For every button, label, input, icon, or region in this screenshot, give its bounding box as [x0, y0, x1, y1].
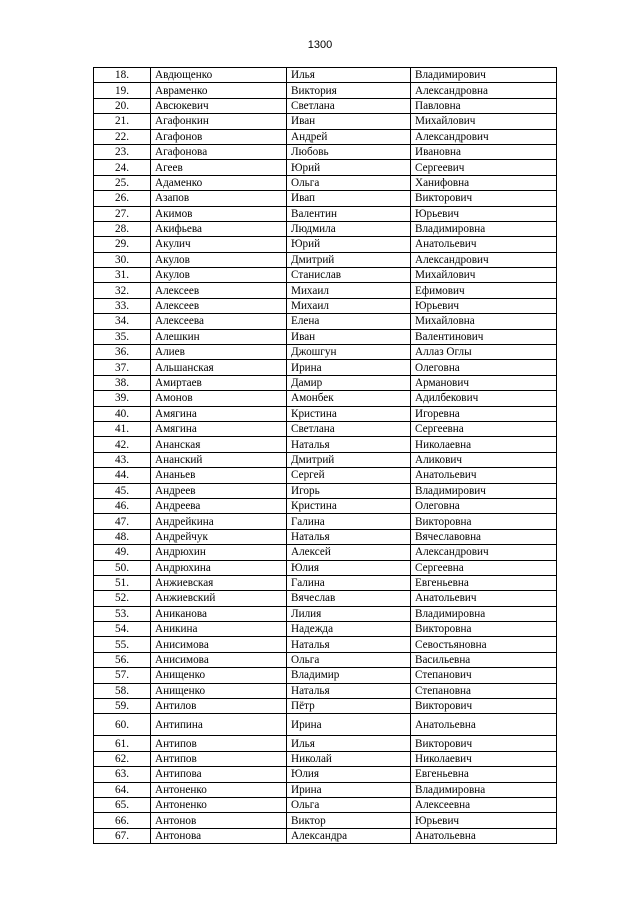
patronymic-cell: Викторович [411, 699, 557, 714]
table-row [94, 736, 557, 751]
row-number-cell: 53. [94, 606, 151, 621]
row-number-cell: 43. [94, 452, 151, 467]
row-number-cell: 45. [94, 483, 151, 498]
row-number-cell: 24. [94, 160, 151, 175]
table-row [94, 514, 557, 529]
roster-table [93, 67, 557, 844]
table-row [94, 406, 557, 421]
table-row [94, 782, 557, 797]
first-name-cell: Наталья [287, 437, 411, 452]
row-number-cell: 31. [94, 268, 151, 283]
page-number: 1300 [307, 39, 333, 51]
first-name-cell: Джошгун [287, 345, 411, 360]
surname-cell: Алешкин [151, 329, 287, 344]
surname-cell: Амонов [151, 391, 287, 406]
surname-cell: Андреев [151, 483, 287, 498]
row-number-cell: 63. [94, 767, 151, 782]
first-name-cell: Юрий [287, 160, 411, 175]
table-row [94, 767, 557, 782]
patronymic-cell: Ханифовна [411, 175, 557, 190]
patronymic-cell: Валентинович [411, 329, 557, 344]
table-row [94, 129, 557, 144]
first-name-cell: Иван [287, 329, 411, 344]
first-name-cell: Наталья [287, 637, 411, 652]
row-number-cell: 22. [94, 129, 151, 144]
row-number-cell: 51. [94, 575, 151, 590]
patronymic-cell: Юрьевич [411, 206, 557, 221]
table-row [94, 83, 557, 98]
first-name-cell: Елена [287, 314, 411, 329]
surname-cell: Агафонова [151, 144, 287, 159]
first-name-cell: Андрей [287, 129, 411, 144]
surname-cell: Антипов [151, 751, 287, 766]
patronymic-cell: Ефимович [411, 283, 557, 298]
surname-cell: Акулов [151, 252, 287, 267]
row-number-cell: 50. [94, 560, 151, 575]
first-name-cell: Пётр [287, 699, 411, 714]
table-row [94, 560, 557, 575]
row-number-cell: 40. [94, 406, 151, 421]
row-number-cell: 30. [94, 252, 151, 267]
first-name-cell: Наталья [287, 683, 411, 698]
patronymic-cell: Викторович [411, 191, 557, 206]
table-row [94, 391, 557, 406]
row-number-cell: 48. [94, 529, 151, 544]
patronymic-cell: Юрьевич [411, 813, 557, 828]
surname-cell: Адаменко [151, 175, 287, 190]
table-row [94, 452, 557, 467]
table-row [94, 68, 557, 83]
table-row [94, 144, 557, 159]
first-name-cell: Ольга [287, 652, 411, 667]
first-name-cell: Юлия [287, 767, 411, 782]
table-row [94, 160, 557, 175]
table-row [94, 206, 557, 221]
row-number-cell: 41. [94, 421, 151, 436]
first-name-cell: Галина [287, 514, 411, 529]
row-number-cell: 26. [94, 191, 151, 206]
table-row [94, 175, 557, 190]
patronymic-cell: Сергеевна [411, 560, 557, 575]
surname-cell: Алиев [151, 345, 287, 360]
patronymic-cell: Викторович [411, 736, 557, 751]
table-row [94, 606, 557, 621]
first-name-cell: Светлана [287, 98, 411, 113]
table-row [94, 314, 557, 329]
surname-cell: Ананский [151, 452, 287, 467]
first-name-cell: Ивап [287, 191, 411, 206]
table-row [94, 345, 557, 360]
patronymic-cell: Александровна [411, 83, 557, 98]
row-number-cell: 25. [94, 175, 151, 190]
table-row [94, 437, 557, 452]
surname-cell: Амиртаев [151, 375, 287, 390]
row-number-cell: 27. [94, 206, 151, 221]
surname-cell: Андреева [151, 498, 287, 513]
first-name-cell: Александра [287, 828, 411, 843]
patronymic-cell: Васильевна [411, 652, 557, 667]
row-number-cell: 62. [94, 751, 151, 766]
table-row [94, 191, 557, 206]
patronymic-cell: Степанович [411, 668, 557, 683]
patronymic-cell: Аллаз Оглы [411, 345, 557, 360]
patronymic-cell: Алексеевна [411, 797, 557, 812]
surname-cell: Ананьев [151, 468, 287, 483]
row-number-cell: 58. [94, 683, 151, 698]
surname-cell: Анищенко [151, 668, 287, 683]
first-name-cell: Дамир [287, 375, 411, 390]
patronymic-cell: Олеговна [411, 360, 557, 375]
table-row [94, 498, 557, 513]
table-row [94, 329, 557, 344]
row-number-cell: 19. [94, 83, 151, 98]
first-name-cell: Илья [287, 736, 411, 751]
table-row [94, 813, 557, 828]
row-number-cell: 46. [94, 498, 151, 513]
row-number-cell: 34. [94, 314, 151, 329]
first-name-cell: Наталья [287, 529, 411, 544]
table-row [94, 751, 557, 766]
table-row [94, 529, 557, 544]
roster-body [94, 68, 557, 844]
table-row [94, 268, 557, 283]
surname-cell: Андрюхин [151, 545, 287, 560]
row-number-cell: 52. [94, 591, 151, 606]
row-number-cell: 32. [94, 283, 151, 298]
table-row [94, 699, 557, 714]
row-number-cell: 37. [94, 360, 151, 375]
surname-cell: Алексеев [151, 283, 287, 298]
patronymic-cell: Николаевич [411, 751, 557, 766]
patronymic-cell: Александрович [411, 252, 557, 267]
first-name-cell: Надежда [287, 622, 411, 637]
surname-cell: Азапов [151, 191, 287, 206]
row-number-cell: 36. [94, 345, 151, 360]
patronymic-cell: Михайлович [411, 268, 557, 283]
surname-cell: Андрюхина [151, 560, 287, 575]
first-name-cell: Кристина [287, 498, 411, 513]
first-name-cell: Вячеслав [287, 591, 411, 606]
first-name-cell: Алексей [287, 545, 411, 560]
patronymic-cell: Владимировна [411, 221, 557, 236]
first-name-cell: Ольга [287, 797, 411, 812]
first-name-cell: Светлана [287, 421, 411, 436]
first-name-cell: Любовь [287, 144, 411, 159]
first-name-cell: Дмитрий [287, 252, 411, 267]
surname-cell: Анищенко [151, 683, 287, 698]
surname-cell: Алексеев [151, 298, 287, 313]
surname-cell: Антипина [151, 714, 287, 736]
first-name-cell: Валентин [287, 206, 411, 221]
table-row [94, 283, 557, 298]
surname-cell: Алексеева [151, 314, 287, 329]
table-row [94, 114, 557, 129]
row-number-cell: 21. [94, 114, 151, 129]
surname-cell: Альшанская [151, 360, 287, 375]
row-number-cell: 42. [94, 437, 151, 452]
row-number-cell: 33. [94, 298, 151, 313]
table-row [94, 668, 557, 683]
first-name-cell: Виктор [287, 813, 411, 828]
first-name-cell: Ирина [287, 714, 411, 736]
first-name-cell: Сергей [287, 468, 411, 483]
first-name-cell: Лилия [287, 606, 411, 621]
surname-cell: Авсюкевич [151, 98, 287, 113]
first-name-cell: Игорь [287, 483, 411, 498]
table-row [94, 652, 557, 667]
surname-cell: Агафонов [151, 129, 287, 144]
surname-cell: Амягина [151, 421, 287, 436]
patronymic-cell: Михайлович [411, 114, 557, 129]
surname-cell: Антоненко [151, 797, 287, 812]
patronymic-cell: Анатольевич [411, 237, 557, 252]
row-number-cell: 66. [94, 813, 151, 828]
patronymic-cell: Вячеславовна [411, 529, 557, 544]
table-row [94, 714, 557, 736]
row-number-cell: 35. [94, 329, 151, 344]
patronymic-cell: Николаевна [411, 437, 557, 452]
row-number-cell: 60. [94, 714, 151, 736]
patronymic-cell: Викторовна [411, 622, 557, 637]
row-number-cell: 23. [94, 144, 151, 159]
patronymic-cell: Анатольевич [411, 591, 557, 606]
row-number-cell: 64. [94, 782, 151, 797]
first-name-cell: Дмитрий [287, 452, 411, 467]
table-row [94, 622, 557, 637]
row-number-cell: 28. [94, 221, 151, 236]
surname-cell: Антилов [151, 699, 287, 714]
first-name-cell: Виктория [287, 83, 411, 98]
table-row [94, 828, 557, 843]
table-row [94, 298, 557, 313]
table-row [94, 797, 557, 812]
patronymic-cell: Евгеньевна [411, 575, 557, 590]
first-name-cell: Галина [287, 575, 411, 590]
row-number-cell: 18. [94, 68, 151, 83]
patronymic-cell: Олеговна [411, 498, 557, 513]
surname-cell: Анисимова [151, 652, 287, 667]
patronymic-cell: Сергеевна [411, 421, 557, 436]
patronymic-cell: Владимирович [411, 68, 557, 83]
patronymic-cell: Арманович [411, 375, 557, 390]
surname-cell: Антоненко [151, 782, 287, 797]
patronymic-cell: Владимировна [411, 606, 557, 621]
first-name-cell: Кристина [287, 406, 411, 421]
first-name-cell: Николай [287, 751, 411, 766]
first-name-cell: Владимир [287, 668, 411, 683]
first-name-cell: Михаил [287, 298, 411, 313]
patronymic-cell: Михайловна [411, 314, 557, 329]
row-number-cell: 61. [94, 736, 151, 751]
row-number-cell: 29. [94, 237, 151, 252]
patronymic-cell: Степановна [411, 683, 557, 698]
table-row [94, 637, 557, 652]
patronymic-cell: Сергеевич [411, 160, 557, 175]
first-name-cell: Ольга [287, 175, 411, 190]
row-number-cell: 54. [94, 622, 151, 637]
surname-cell: Антонова [151, 828, 287, 843]
surname-cell: Ананская [151, 437, 287, 452]
surname-cell: Антипов [151, 736, 287, 751]
table-row [94, 98, 557, 113]
patronymic-cell: Аликович [411, 452, 557, 467]
patronymic-cell: Юрьевич [411, 298, 557, 313]
table-row [94, 375, 557, 390]
patronymic-cell: Анатольевна [411, 714, 557, 736]
patronymic-cell: Анатольевич [411, 468, 557, 483]
patronymic-cell: Владимировна [411, 782, 557, 797]
surname-cell: Агеев [151, 160, 287, 175]
surname-cell: Авраменко [151, 83, 287, 98]
row-number-cell: 55. [94, 637, 151, 652]
surname-cell: Акифьева [151, 221, 287, 236]
patronymic-cell: Анатольевна [411, 828, 557, 843]
table-row [94, 545, 557, 560]
patronymic-cell: Александрович [411, 129, 557, 144]
surname-cell: Аникина [151, 622, 287, 637]
first-name-cell: Юрий [287, 237, 411, 252]
row-number-cell: 67. [94, 828, 151, 843]
patronymic-cell: Игоревна [411, 406, 557, 421]
row-number-cell: 39. [94, 391, 151, 406]
table-row [94, 683, 557, 698]
row-number-cell: 65. [94, 797, 151, 812]
surname-cell: Анисимова [151, 637, 287, 652]
table-row [94, 575, 557, 590]
patronymic-cell: Севостьяновна [411, 637, 557, 652]
row-number-cell: 38. [94, 375, 151, 390]
first-name-cell: Юлия [287, 560, 411, 575]
patronymic-cell: Владимирович [411, 483, 557, 498]
surname-cell: Анжиевская [151, 575, 287, 590]
table-row [94, 221, 557, 236]
table-row [94, 468, 557, 483]
first-name-cell: Станислав [287, 268, 411, 283]
first-name-cell: Ирина [287, 360, 411, 375]
surname-cell: Андрейкина [151, 514, 287, 529]
first-name-cell: Илья [287, 68, 411, 83]
row-number-cell: 44. [94, 468, 151, 483]
first-name-cell: Амонбек [287, 391, 411, 406]
surname-cell: Агафонкин [151, 114, 287, 129]
row-number-cell: 59. [94, 699, 151, 714]
surname-cell: Акимов [151, 206, 287, 221]
surname-cell: Антипова [151, 767, 287, 782]
patronymic-cell: Викторовна [411, 514, 557, 529]
surname-cell: Аниканова [151, 606, 287, 621]
first-name-cell: Людмила [287, 221, 411, 236]
surname-cell: Акулич [151, 237, 287, 252]
patronymic-cell: Александрович [411, 545, 557, 560]
row-number-cell: 49. [94, 545, 151, 560]
row-number-cell: 57. [94, 668, 151, 683]
first-name-cell: Иван [287, 114, 411, 129]
table-row [94, 591, 557, 606]
surname-cell: Андрейчук [151, 529, 287, 544]
patronymic-cell: Ивановна [411, 144, 557, 159]
first-name-cell: Ирина [287, 782, 411, 797]
surname-cell: Авдющенко [151, 68, 287, 83]
patronymic-cell: Евгеньевна [411, 767, 557, 782]
patronymic-cell: Павловна [411, 98, 557, 113]
table-row [94, 483, 557, 498]
table-row [94, 360, 557, 375]
surname-cell: Анжиевский [151, 591, 287, 606]
first-name-cell: Михаил [287, 283, 411, 298]
row-number-cell: 47. [94, 514, 151, 529]
table-row [94, 252, 557, 267]
surname-cell: Амягина [151, 406, 287, 421]
row-number-cell: 56. [94, 652, 151, 667]
surname-cell: Антонов [151, 813, 287, 828]
patronymic-cell: Адилбекович [411, 391, 557, 406]
surname-cell: Акулов [151, 268, 287, 283]
table-row [94, 237, 557, 252]
row-number-cell: 20. [94, 98, 151, 113]
table-row [94, 421, 557, 436]
